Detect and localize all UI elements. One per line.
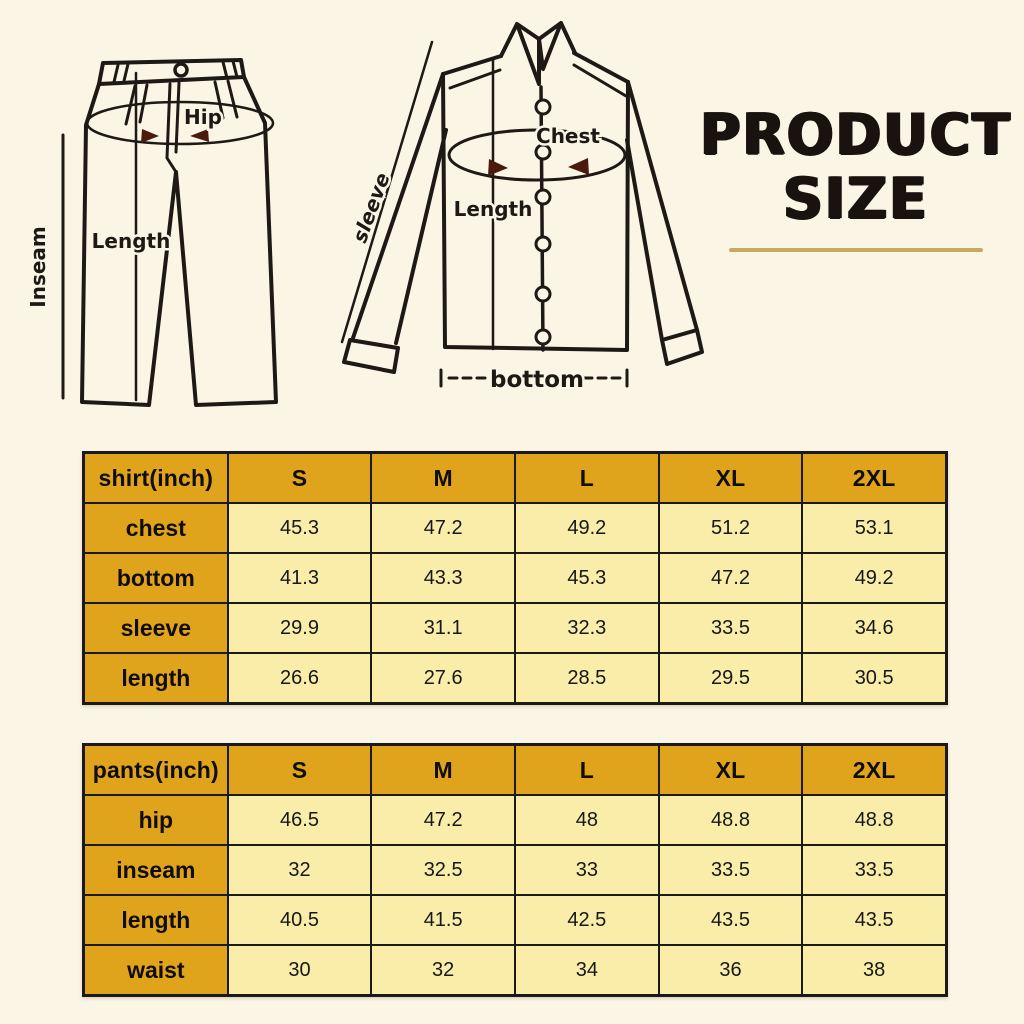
shirt-col-header-xl: XL [660, 454, 802, 502]
shirt-length-label: Length [453, 197, 533, 221]
pants-waist-xl: 36 [660, 946, 802, 994]
title-line-1: PRODUCT [700, 100, 1012, 168]
shirt-sleeve-s: 29.9 [229, 604, 371, 652]
shirt-col-header-l: L [516, 454, 658, 502]
pants-row-label-length: length [85, 896, 227, 944]
shirt-row-label-sleeve: sleeve [85, 604, 227, 652]
shirt-size-table [82, 451, 948, 705]
pants-hip-label: Hip [184, 105, 222, 129]
shirt-table-corner-header: shirt(inch) [85, 454, 227, 502]
pants-row-label-hip: hip [85, 796, 227, 844]
shirt-sleeve-2xl: 34.6 [803, 604, 945, 652]
shirt-length-2xl: 30.5 [803, 654, 945, 702]
shirt-sleeve-xl: 33.5 [660, 604, 802, 652]
shirt-bottom-label: bottom [489, 367, 585, 393]
pants-button [175, 64, 187, 76]
shirt-length-m: 27.6 [372, 654, 514, 702]
shirt-bottom-m: 43.3 [372, 554, 514, 602]
shirt-sleeve-label: sleeve [347, 169, 395, 246]
pants-size-table [82, 743, 948, 997]
title-line-2: SIZE [783, 164, 929, 232]
pants-fly [167, 83, 179, 172]
pants-inseam-label: Inseam [26, 226, 50, 308]
hip-arrow-right-icon [141, 129, 159, 143]
shirt-length-s: 26.6 [229, 654, 371, 702]
shirt-col-header-2xl: 2XL [803, 454, 945, 502]
shirt-chest-l: 49.2 [516, 504, 658, 552]
shirt-col-header-s: S [229, 454, 371, 502]
shirt-chest-2xl: 53.1 [803, 504, 945, 552]
shirt-right-sleeve [627, 82, 697, 340]
shirt-collar [501, 23, 575, 84]
shirt-row-label-bottom: bottom [85, 554, 227, 602]
pants-col-header-s: S [229, 746, 371, 794]
shirt-sleeve-m: 31.1 [372, 604, 514, 652]
shirt-bottom-l: 45.3 [516, 554, 658, 602]
shirt-sleeve-l: 32.3 [516, 604, 658, 652]
hip-measure-ellipse [87, 102, 273, 144]
shirt-chest-label: Chest [536, 124, 600, 148]
chest-arrow-left-icon [568, 158, 589, 175]
shirt-bottom-2xl: 49.2 [803, 554, 945, 602]
pants-length-l: 42.5 [516, 896, 658, 944]
chest-arrow-right-icon [488, 159, 508, 176]
pants-length-s: 40.5 [229, 896, 371, 944]
pants-length-label: Length [91, 229, 171, 253]
pants-col-header-2xl: 2XL [803, 746, 945, 794]
shirt-chest-s: 45.3 [229, 504, 371, 552]
pants-row-label-waist: waist [85, 946, 227, 994]
pants-inseam-l: 33 [516, 846, 658, 894]
pants-hip-xl: 48.8 [660, 796, 802, 844]
pants-length-xl: 43.5 [660, 896, 802, 944]
pants-table-corner-header: pants(inch) [85, 746, 227, 794]
title-underline [729, 248, 983, 252]
pants-waist-s: 30 [229, 946, 371, 994]
pants-col-header-xl: XL [660, 746, 802, 794]
shirt-col-header-m: M [372, 454, 514, 502]
shirt-bottom-s: 41.3 [229, 554, 371, 602]
pants-waist-m: 32 [372, 946, 514, 994]
shirt-right-cuff [662, 330, 702, 364]
pants-inseam-s: 32 [229, 846, 371, 894]
shirt-row-label-length: length [85, 654, 227, 702]
pants-col-header-l: L [516, 746, 658, 794]
shirt-diagram [330, 12, 720, 412]
shirt-bottom-xl: 47.2 [660, 554, 802, 602]
shirt-chest-xl: 51.2 [660, 504, 802, 552]
pants-diagram [18, 20, 318, 420]
shirt-length-l: 28.5 [516, 654, 658, 702]
pants-hip-2xl: 48.8 [803, 796, 945, 844]
pants-inseam-xl: 33.5 [660, 846, 802, 894]
pants-hip-m: 47.2 [372, 796, 514, 844]
shirt-row-label-chest: chest [85, 504, 227, 552]
pants-inseam-m: 32.5 [372, 846, 514, 894]
pants-length-2xl: 43.5 [803, 896, 945, 944]
hip-arrow-left-icon [190, 129, 209, 142]
shirt-length-xl: 29.5 [660, 654, 802, 702]
pants-col-header-m: M [372, 746, 514, 794]
page-title [700, 102, 1012, 252]
shirt-left-cuff [344, 340, 398, 372]
pants-inseam-2xl: 33.5 [803, 846, 945, 894]
pants-waist-2xl: 38 [803, 946, 945, 994]
pants-hip-s: 46.5 [229, 796, 371, 844]
pants-waist-l: 34 [516, 946, 658, 994]
shirt-chest-m: 47.2 [372, 504, 514, 552]
pants-hip-l: 48 [516, 796, 658, 844]
pants-row-label-inseam: inseam [85, 846, 227, 894]
pants-length-m: 41.5 [372, 896, 514, 944]
